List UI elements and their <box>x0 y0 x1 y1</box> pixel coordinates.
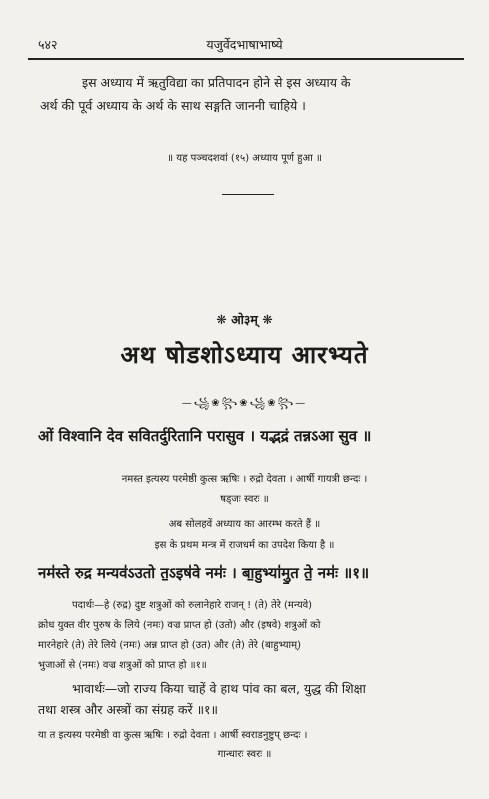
ornament-divider: —꧁❀꧂❀꧁❀꧂— <box>181 398 308 409</box>
summary-line-2: अर्थ की पूर्व अध्याय के अर्थ के साथ सङ्गति जाननी चाहिये । <box>40 98 306 113</box>
padartha-line-4: भुजाओं से (नमः) वज्र शत्रुओं को प्राप्त हो ॥१॥ <box>38 660 207 671</box>
padartha-line-2: क्रोध युक्त वीर पुरुष के लिये (नमः) वज्र प्राप्त हो (उतो) और (इषवे) शत्रुओं को <box>38 620 321 631</box>
padartha-line-3: मारनेहारे (ते) तेरे लिये (नमः) अन्न प्राप्त हो (उत) और (ते) तेरे (बाहुभ्याम्) <box>38 640 301 651</box>
page-number: ५४२ <box>38 37 58 52</box>
om-heading: ❋ ओ३म् ❋ <box>216 312 273 327</box>
mantra2-meta-line-1: या त इत्यस्य परमेष्ठी वा कुत्स ऋषिः । रुद्रो देवता । आर्षी स्वराडनुष्टुप् छन्दः । <box>38 730 308 741</box>
bhavartha-line-1: भावार्थः—जो राज्य किया चाहें वे हाथ पांव का बल, युद्ध की शिक्षा <box>72 681 366 696</box>
header-rule <box>28 58 464 60</box>
mantra1-meta-line-2: षड्जः स्वरः ॥ <box>220 494 269 505</box>
padartha-line-1: पदार्थः—हे (रुद्र) दुष्ट शत्रुओं को रुलानेहारे राजन् ! (ते) तेरे (मन्यवे) <box>72 600 313 611</box>
intro-line-2: इस के प्रथम मन्त्र में राजधर्म का उपदेश किया है ॥ <box>154 540 335 551</box>
bhavartha-line-2: तथा शस्त्र और अस्त्रों का संग्रह करें ॥१॥ <box>38 702 219 717</box>
mantra2-meta-line-2: गान्धारः स्वरः ॥ <box>217 749 272 760</box>
mantra1-text: नम॑स्ते रुद्र मन्यव॑ऽउतो त॒ऽइष॑वे नमः॑ । बा॒हुभ्या॑मु॒त ते॒ नमः॑ ॥१॥ <box>38 564 370 582</box>
opening-mantra: ओं विश्वानि देव सवितर्दुरितानि परासुव । यद्भद्रं तन्नऽआ सुव ॥ <box>38 427 372 445</box>
end-rule <box>222 194 274 195</box>
chapter-title: अथ षोडशोऽध्याय आरभ्यते <box>120 341 369 369</box>
intro-line-1: अब सोलहवें अध्याय का आरम्भ करते हैं ॥ <box>168 519 321 530</box>
chapter-end-note: ॥ यह पञ्चदशवां (१५) अध्याय पूर्ण हुआ ॥ <box>167 153 322 164</box>
running-title: यजुर्वेदभाषाभाष्ये <box>206 37 283 52</box>
mantra1-meta-line-1: नमस्त इत्यस्य परमेष्ठी कुत्स ऋषिः । रुद्रो देवता । आर्षी गायत्री छन्दः । <box>121 474 368 485</box>
summary-line-1: इस अध्याय में ऋतुविद्या का प्रतिपादन होने से इस अध्याय के <box>82 75 351 90</box>
